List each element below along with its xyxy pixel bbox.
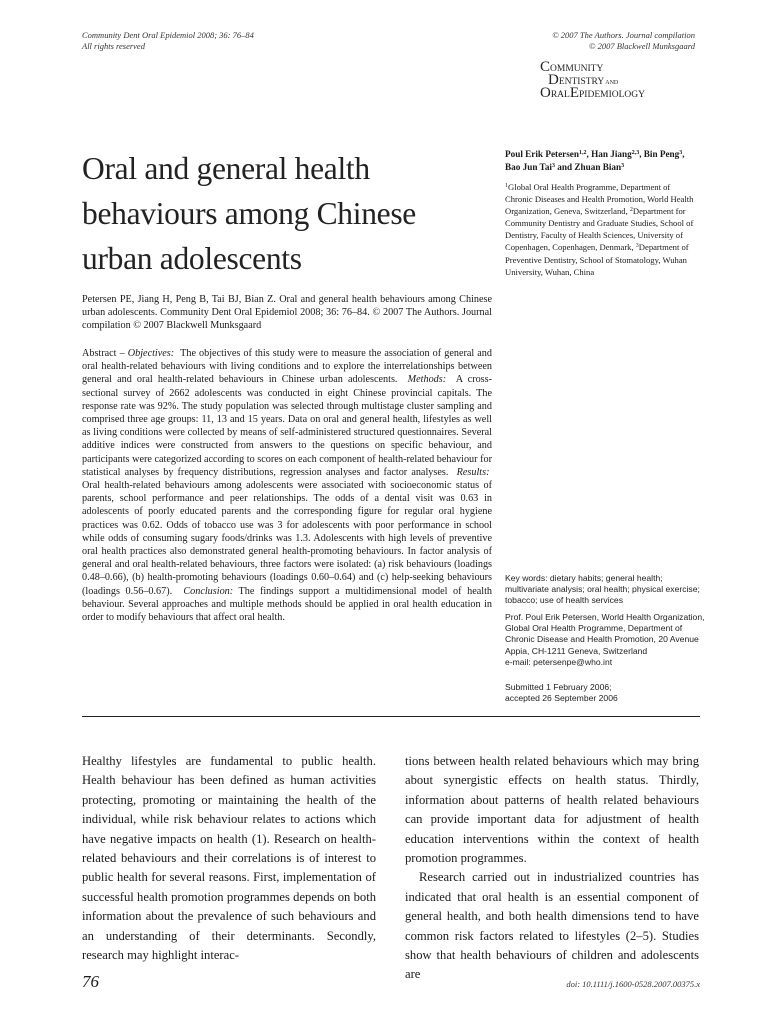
journal-reference: [82, 30, 254, 52]
section-divider: [82, 716, 700, 717]
copyright-line-2: © 2007 Blackwell Munksgaard: [588, 41, 695, 51]
author-affiliation-mark: 1,2: [579, 150, 587, 156]
affiliation-mark: 3: [635, 243, 639, 250]
doi: doi: 10.1111/j.1600-0528.2007.00375.x: [566, 979, 700, 989]
objectives-label: Objectives:: [127, 348, 175, 359]
author-name: and Zhuan Bian: [555, 161, 622, 172]
affiliation-mark: 2: [629, 207, 633, 214]
affiliation-mark: 1: [505, 183, 508, 189]
abstract-lead: Abstract –: [82, 348, 128, 359]
author-name: , Bin Peng: [639, 149, 680, 159]
body-column-left: [82, 752, 376, 965]
body-paragraph: Research carried out in industrialized countries has indicated that oral health is an essential component of general health, and both health dimensions tend to have common risk factors related to lifestyles (2–5). Studies show that health behaviours of children and adolescents are: [405, 870, 699, 982]
svg-text:COMMUNITY: COMMUNITY: [540, 59, 604, 75]
keywords: Key words: dietary habits; general health; multivariate analysis; oral health; physical exercise; tobacco; use of health services: [505, 573, 700, 606]
correspondence: [505, 612, 705, 668]
svg-text:ORALEPIDEMIOLOGY: ORALEPIDEMIOLOGY: [540, 85, 645, 101]
author-name: , Han Jiang: [586, 149, 632, 159]
body-paragraph: tions between health related behaviours which may bring about synergistic effects on health status. Thirdly, information about patterns of health related behaviours can provide important data for adjustment of health education interventions within the context of health promotion programmes.: [405, 754, 699, 866]
author-name: Poul Erik Petersen: [505, 149, 579, 159]
correspondence-address: Prof. Poul Erik Petersen, World Health Organization, Global Oral Health Programme, Department of Chronic Disease and Health Promotion, 20 Avenue Appia, CH-1211 Geneva, Switzerland: [505, 612, 705, 656]
article-citation: Petersen PE, Jiang H, Peng B, Tai BJ, Bian Z. Oral and general health behaviours among Chinese urban adolescents. Community Dent Oral Epidemiol 2008; 36: 76–84. © 2007 The Authors. Journal compilation © 2007 Blackwell Munksgaard: [82, 294, 492, 332]
accepted-date: accepted 26 September 2006: [505, 693, 618, 704]
journal-logo: [538, 57, 698, 101]
rights-line: All rights reserved: [82, 41, 145, 51]
author-affiliation-mark: 3: [679, 150, 683, 156]
objectives-text: The objectives of this study were to measure the association of general and oral health-related behaviours with living conditions and to explore the interrelationships between general and oral health-related behaviours in Chinese urban adolescents.: [82, 348, 492, 386]
article-title: Oral and general health behaviours among Chinese urban adolescents: [82, 151, 416, 276]
submitted-date: Submitted 1 February 2006;: [505, 682, 612, 692]
body-column-right: [405, 752, 699, 985]
body-paragraph: Healthy lifestyles are fundamental to public health. Health behaviour has been defined as human activities protecting, promoting or maintaining the health of the individual, while risk behaviour relates to actions which have negative impacts on health (1). Research on health-related behaviours and their correlations is of interest to public health for several reasons. First, implementation of successful health promotion programmes depends on both information about the prevalence of such behaviours and an understanding of their determinants. Secondly, research may highlight interac-: [82, 754, 376, 963]
author-affiliation-mark: 2,3: [631, 150, 640, 156]
abstract: [82, 347, 492, 624]
results-text: Oral health-related behaviours among adolescents were associated with socioeconomic status of parents, school performance and peer relationships. The odds of a dental visit was 0.63 in adolescents of poorly educated parents and the corresponding figure for regular oral hygiene practices was 0.62. Odds of tobacco use was 3 for adolescents with poor performance in school while odds of consuming sugary foods/drinks was 1.3. Adolescents with high levels of preventive oral health practices also demonstrated general health-promoting behaviours. In factor analysis of general and oral health-related behaviours, three factors were isolated: (a) risk behaviours (loadings 0.48–0.66), (b) health-promoting behaviours (loadings 0.60–0.64) and (c) help-seeking behaviours (loadings 0.56–0.67).: [82, 480, 492, 597]
affiliation-text: Department for Community Dentistry and Graduate Studies, School of Dentistry, Faculty of Health Sciences, University of Copenhagen, Copenhagen, Denmark,: [505, 206, 694, 253]
author-name: , Bao Jun Tai: [505, 149, 685, 172]
copyright-notice: [520, 30, 695, 52]
affiliations: [505, 181, 700, 278]
page-number: 76: [82, 972, 99, 991]
copyright-line-1: © 2007 The Authors. Journal compilation: [552, 30, 695, 40]
author-affiliation-mark: 3: [621, 162, 625, 169]
journal-citation-line: Community Dent Oral Epidemiol 2008; 36: 76–84: [82, 30, 254, 40]
conclusion-text: The findings support a multidimensional model of health behaviour. Several approaches and multiple methods should be applied in oral health education in order to modify behaviours that affect oral health.: [82, 585, 493, 624]
submission-dates: [505, 682, 705, 704]
correspondence-email: e-mail: petersenpe@who.int: [505, 656, 613, 667]
author-affiliation-mark: 3: [552, 162, 555, 169]
conclusion-label: Conclusion:: [183, 585, 234, 597]
methods-text: A cross-sectional survey of 2662 adolescents was conducted in eight Chinese provincial capitals. The response rate was 92%. The study population was selected through multistage cluster sampling and comprised three age groups: 11, 13 and 15 years. Data on oral and general health, lifestyles as well as living conditions were collected by means of self-administered structured questionnaires. Several additive indices were constructed from answers to the questions on specific behaviour, and participants were categorized according to scores on each component of health-related behaviour for statistical analyses by frequency distributions, regression analyses and factor analyses.: [82, 374, 493, 478]
methods-label: Methods:: [407, 374, 447, 386]
svg-text:DENTISTRYAND: DENTISTRYAND: [548, 72, 619, 88]
results-label: Results:: [456, 466, 490, 478]
affiliation-text: Department of Preventive Dentistry, School of Stomatology, Wuhan University, Wuhan, China: [505, 242, 689, 277]
affiliation-text: Global Oral Health Programme, Department of Chronic Diseases and Health Promotion, World Health Organization, Geneva, Switzerland,: [505, 182, 694, 217]
author-list: [505, 148, 700, 173]
